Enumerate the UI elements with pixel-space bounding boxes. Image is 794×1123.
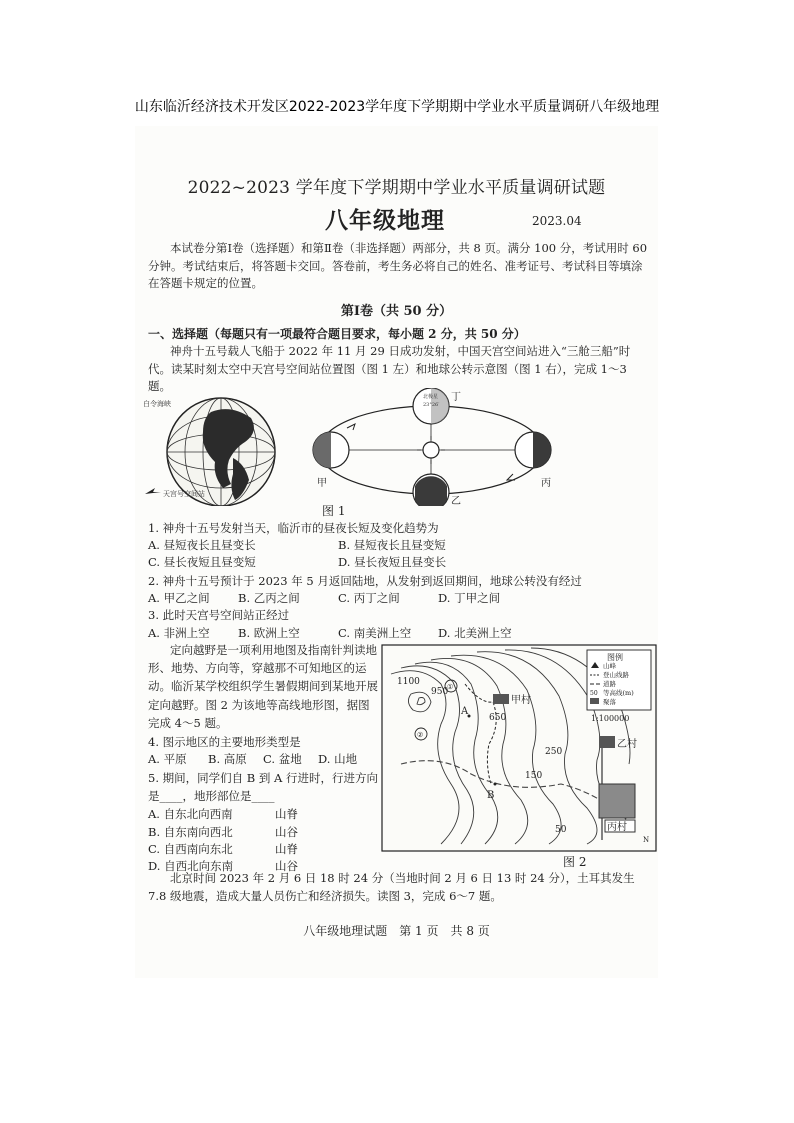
- q5-option-d[interactable]: D. 自西北向东南: [148, 859, 234, 873]
- q5-option-b-terrain: 山谷: [275, 825, 298, 839]
- exam-sheet: [135, 126, 658, 978]
- passage-q1-3: 神舟十五号载人飞船于 2022 年 11 月 29 日成功发射，中国天宫空间站进入“三舱三船”时代。读某时刻太空中天宫号空间站位置图（图 1 左）和地球公转示意图（图 1 右），完成 1～3 题。: [148, 344, 631, 394]
- q3-option-c[interactable]: C. 南美洲上空: [338, 626, 412, 640]
- q2-option-c[interactable]: C. 丙丁之间: [338, 591, 400, 605]
- station-icon: [145, 488, 161, 494]
- bering-label: 白令海峡: [143, 400, 171, 408]
- village-jia: 甲村: [511, 695, 531, 706]
- north-arrow: N: [643, 836, 650, 844]
- q4-option-c[interactable]: C. 盆地: [263, 752, 302, 766]
- page-footer: 八年级地理试题 第 1 页 共 8 页: [303, 924, 490, 938]
- q4-option-d[interactable]: D. 山地: [318, 752, 358, 766]
- legend-road: 道路: [603, 680, 616, 688]
- exam-date: 2023.04: [532, 214, 582, 228]
- q1-option-d[interactable]: D. 昼长夜短且昼变长: [338, 555, 447, 569]
- question-5: 5. 期间，同学们自 B 到 A 行进时，行进方向是____，地形部位是____: [148, 771, 379, 803]
- legend-route: 登山线路: [603, 671, 629, 679]
- document-header: 山东临沂经济技术开发区2022-2023学年度下学期期中学业水平质量调研八年级地理: [134, 99, 660, 115]
- q5-option-c-terrain: 山脊: [275, 842, 298, 856]
- village-bing-icon: [599, 784, 635, 818]
- q1-option-b[interactable]: B. 昼短夜长且昼变短: [338, 538, 446, 552]
- contour-50: 50: [555, 825, 567, 835]
- village-yi-icon: [599, 736, 615, 748]
- q4-option-b[interactable]: B. 高原: [208, 752, 247, 766]
- subject-title: 八年级地理: [325, 207, 445, 234]
- orbit-diagram: [313, 388, 551, 506]
- q1-option-c[interactable]: C. 昼长夜短且昼变短: [148, 555, 256, 569]
- station-label: 天宫号空间站: [163, 490, 205, 498]
- svg-text:北极星: 北极星: [423, 394, 439, 400]
- q5-option-c[interactable]: C. 自西南向东北: [148, 842, 233, 856]
- exam-scan: [135, 126, 658, 978]
- legend-settlement: 聚落: [603, 698, 616, 706]
- contour-650: 650: [489, 713, 507, 723]
- q4-option-a[interactable]: A. 平原: [148, 752, 187, 766]
- village-yi: 乙村: [617, 739, 637, 750]
- orbit-label-ding: 丁: [451, 392, 461, 403]
- figure-2: [381, 644, 657, 854]
- orbit-label-jia: 甲: [317, 478, 327, 489]
- q2-option-a[interactable]: A. 甲乙之间: [148, 591, 210, 605]
- route-1: ①: [447, 683, 454, 691]
- section-title: 第Ⅰ卷（共 50 分）: [340, 304, 453, 319]
- contour-1100: 1100: [397, 677, 420, 687]
- q1-option-a[interactable]: A. 昼短夜长且昼变长: [148, 538, 256, 552]
- orbit-label-yi: 乙: [451, 496, 461, 506]
- legend-title: 图例: [607, 653, 623, 662]
- svg-text:23°26′: 23°26′: [423, 402, 440, 408]
- choice-heading: 一、选择题（每题只有一项最符合题目要求，每小题 2 分，共 50 分）: [148, 327, 526, 341]
- figure-1-caption: 图 1: [322, 504, 346, 518]
- sun-icon: [423, 442, 439, 458]
- q3-option-d[interactable]: D. 北美洲上空: [438, 626, 512, 640]
- map-scale: 1:100000: [591, 714, 630, 723]
- figure-1: [141, 388, 571, 506]
- q3-option-a[interactable]: A. 非洲上空: [148, 626, 210, 640]
- question-1: 1. 神舟十五号发射当天，临沂市的昼夜长短及变化趋势为: [148, 521, 439, 535]
- village-jia-icon: [493, 694, 509, 704]
- q2-option-d[interactable]: D. 丁甲之间: [438, 591, 501, 605]
- q5-option-a-terrain: 山脊: [275, 807, 298, 821]
- question-3: 3. 此时天宫号空间站正经过: [148, 608, 290, 622]
- exam-title: 2022~2023 学年度下学期期中学业水平质量调研试题: [187, 178, 606, 198]
- legend-contour: 等高线(m): [603, 689, 634, 697]
- contour-950: 950: [431, 687, 449, 697]
- passage-q6-7: 北京时间 2023 年 2 月 6 日 18 时 24 分（当地时间 2 月 6 日 13 时 24 分），土耳其发生 7.8 级地震，造成大量人员伤亡和经济损失。读图 3，完成 6～7 题。: [148, 871, 635, 903]
- q5-option-d-terrain: 山谷: [275, 859, 298, 873]
- orbit-label-bing: 丙: [541, 478, 551, 489]
- question-2: 2. 神舟十五号预计于 2023 年 5 月返回陆地，从发射到返回期间，地球公转没有经过: [148, 574, 582, 588]
- legend-peak: 山峰: [603, 662, 616, 670]
- route-2: ②: [417, 731, 424, 739]
- legend-contour-val: 50: [590, 690, 598, 697]
- contour-150: 150: [525, 771, 543, 781]
- q5-option-a[interactable]: A. 自东北向西南: [148, 807, 233, 821]
- question-4: 4. 图示地区的主要地形类型是: [148, 735, 301, 749]
- map-legend: [587, 650, 651, 710]
- village-bing: 丙村: [607, 822, 627, 833]
- passage-q4-5: 定向越野是一项利用地图及指南针判读地形、地势、方向等，穿越那不可知地区的运动。临沂某学校组织学生暑假期间到某地开展定向越野。图 2 为该地等高线地形图，据图完成 4～5 题。: [148, 643, 378, 730]
- q3-option-b[interactable]: B. 欧洲上空: [238, 626, 300, 640]
- contour-250: 250: [545, 747, 563, 757]
- q2-option-b[interactable]: B. 乙丙之间: [238, 591, 300, 605]
- q5-option-b[interactable]: B. 自东南向西北: [148, 825, 233, 839]
- point-b: B: [487, 790, 495, 801]
- exam-instructions: 本试卷分第Ⅰ卷（选择题）和第Ⅱ卷（非选择题）两部分，共 8 页。满分 100 分，考试用时 60 分钟。考试结束后，将答题卡交回。答卷前，考生务必将自己的姓名、准考证号、考试科目等填涂在答题卡规定的位置。: [148, 241, 648, 291]
- point-a: A: [461, 706, 469, 717]
- figure-2-caption: 图 2: [563, 855, 587, 869]
